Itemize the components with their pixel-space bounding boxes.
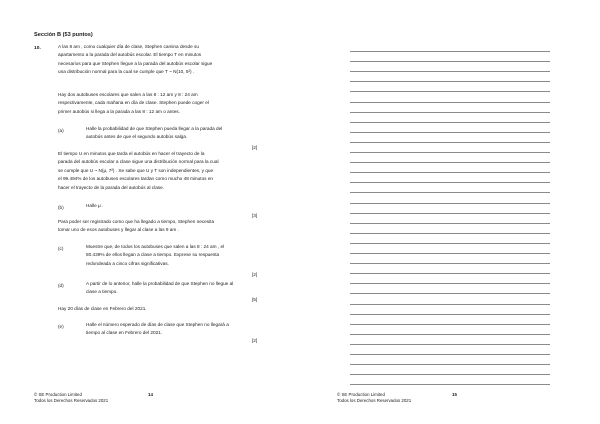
part-a-label: (a) bbox=[58, 128, 64, 133]
part-e-marks: [2] bbox=[252, 338, 258, 343]
text-line: 80.439% de ellos llegan a clase a tiempo. Exprese su respuesta bbox=[86, 252, 220, 258]
answer-line bbox=[350, 122, 550, 123]
answer-line bbox=[350, 162, 550, 163]
answer-line bbox=[350, 172, 550, 173]
answer-line bbox=[350, 384, 550, 385]
part-c-label: (c) bbox=[58, 246, 64, 251]
text-line: Muestre que, de todos los autobuses que salen a las 8 : 24 am , el bbox=[86, 244, 225, 249]
on-time-paragraph bbox=[58, 218, 214, 235]
part-d-text bbox=[86, 280, 233, 297]
answer-line bbox=[350, 283, 550, 284]
footer-right bbox=[337, 392, 411, 404]
right-page bbox=[300, 0, 600, 424]
text-line: Halle el número esperado de días de clase que Stephen no llegará a bbox=[86, 322, 229, 327]
part-b-marks: [3] bbox=[252, 213, 258, 218]
answer-line bbox=[350, 354, 550, 355]
text-line: una distribución normal para la cual se cumple que T ~ N(10, 5²) . bbox=[58, 69, 195, 75]
answer-line bbox=[350, 112, 550, 113]
text-line: Hay dos autobuses escolares que salen a las 8 : 12 am y 8 : 24 am bbox=[58, 92, 198, 97]
answer-line bbox=[350, 233, 550, 234]
intro-paragraph bbox=[58, 43, 212, 77]
journey-paragraph bbox=[58, 150, 219, 192]
text-line: A las 8 am , como cualquier día de clase, Stephen camina desde su bbox=[58, 44, 199, 49]
answer-line bbox=[350, 142, 550, 143]
footer-left bbox=[34, 392, 108, 404]
text-line: clase a tiempo. bbox=[86, 289, 118, 295]
answer-line bbox=[350, 364, 550, 365]
answer-line bbox=[350, 304, 550, 305]
answer-line bbox=[350, 243, 550, 244]
answer-line bbox=[350, 273, 550, 274]
part-b-label: (b) bbox=[58, 205, 64, 210]
text-line: apartamento a la parada del autobús escolar. El tiempo T en minutos bbox=[58, 52, 202, 58]
answer-line bbox=[350, 213, 550, 214]
answer-line bbox=[350, 71, 550, 72]
answer-line bbox=[350, 91, 550, 92]
answer-line bbox=[350, 253, 550, 254]
answer-line bbox=[350, 51, 550, 52]
answer-line bbox=[350, 182, 550, 183]
text-line: El tiempo U en minutos que tarda el autobús en hacer el trayecto de la bbox=[58, 151, 205, 156]
footer-copyright: © SE Production Limited bbox=[34, 392, 82, 397]
answer-line bbox=[350, 192, 550, 193]
answer-line bbox=[350, 263, 550, 264]
text-line: autobús antes de que el segundo autobús salga. bbox=[86, 134, 188, 140]
february-sentence: Hay 20 días de clase en Febrero del 2021. bbox=[58, 306, 147, 311]
part-e-label: (e) bbox=[58, 324, 64, 329]
page-number: 15 bbox=[452, 392, 457, 397]
footer-rights: Todos los Derechos Reservados 2021 bbox=[337, 398, 412, 403]
footer-rights: Todos los Derechos Reservados 2021 bbox=[34, 398, 109, 403]
answer-line bbox=[350, 132, 550, 133]
answer-line bbox=[350, 334, 550, 335]
text-line: respectivamente, cada mañana en día de clase. Stephen puede coger el bbox=[58, 100, 209, 106]
part-a-text bbox=[86, 125, 222, 142]
buses-paragraph bbox=[58, 91, 209, 116]
part-a-marks: [2] bbox=[252, 145, 258, 150]
section-title: Sección B (53 puntos) bbox=[34, 32, 93, 38]
answer-line bbox=[350, 293, 550, 294]
page-number: 14 bbox=[148, 392, 153, 397]
text-line: A partir de lo anterior, halle la probabilidad de que Stephen no llegue al bbox=[86, 281, 234, 286]
answer-line bbox=[350, 81, 550, 82]
text-line: Halle la probabilidad de que Stephen pueda llegar a la parada del bbox=[86, 126, 223, 131]
part-d-label: (d) bbox=[58, 283, 64, 288]
text-line: tiempo al clase en Febrero del 2021. bbox=[86, 330, 163, 336]
answer-line bbox=[350, 152, 550, 153]
answer-line bbox=[350, 324, 550, 325]
answer-line bbox=[350, 61, 550, 62]
answer-line bbox=[350, 314, 550, 315]
answer-line bbox=[350, 374, 550, 375]
answer-line bbox=[350, 344, 550, 345]
text-line: tomar uno de esos autobuses y llegar al clase a las 9 am . bbox=[58, 227, 179, 233]
question-number: 10. bbox=[34, 46, 41, 51]
part-e-text bbox=[86, 321, 229, 338]
text-line: primer autobús si llega a la parada a las 8 : 12 am o antes. bbox=[58, 108, 180, 114]
text-line: el 99.494% de los autobuses escolares tardan como mucho 48 minutos en bbox=[58, 176, 214, 182]
text-line: necesarios para que Stephen llegue a la parada del autobús escolar sigue bbox=[58, 60, 213, 66]
part-d-marks: [5] bbox=[252, 297, 258, 302]
text-line: redondeada a cinco cifras significativas. bbox=[86, 260, 169, 266]
part-c-text bbox=[86, 243, 224, 268]
part-c-marks: [2] bbox=[252, 272, 258, 277]
text-line: se cumple que U ~ N(μ, 7²) . Se sabe que U y T son independientes, y que bbox=[58, 167, 214, 173]
text-line: hacer el trayecto de la parada del autobús al clase. bbox=[58, 184, 165, 190]
text-line: parada del autobús escolar a clase sigue una distribución normal para la cual bbox=[58, 159, 219, 165]
text-line: Para poder ser registrado como que ha llegado a tiempo, Stephen necesita bbox=[58, 219, 215, 224]
part-b-text: Halle μ . bbox=[86, 203, 104, 208]
footer-copyright: © SE Production Limited bbox=[337, 392, 385, 397]
answer-line bbox=[350, 203, 550, 204]
answer-line bbox=[350, 223, 550, 224]
answer-line bbox=[350, 102, 550, 103]
